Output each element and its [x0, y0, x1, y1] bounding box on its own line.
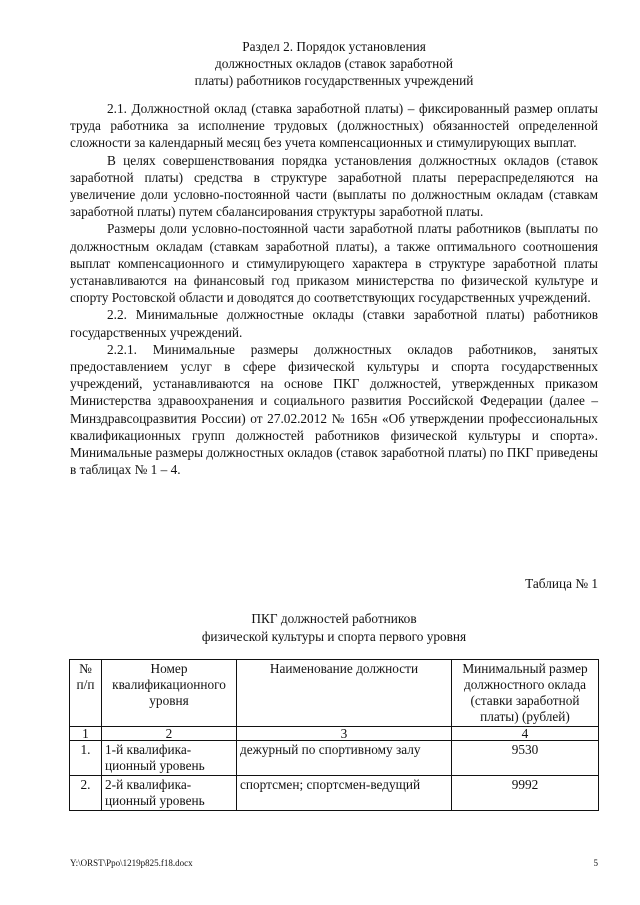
table-row	[70, 741, 599, 776]
document-body	[70, 100, 598, 478]
column-number: 1	[70, 727, 102, 741]
row-position: спортсмен; спортсмен-ведущий	[237, 776, 452, 811]
paragraph-2-1: 2.1. Должностной оклад (ставка заработной платы) – фиксированный размер оплаты труда работника за исполнение трудовых (должностных) обязанностей определенной сложности за календарный месяц без учета компенсационных и стимулирующих выплат.	[70, 101, 598, 151]
row-position: дежурный по спортивному залу	[237, 741, 452, 776]
section-heading	[70, 38, 598, 89]
header-num: № п/п	[70, 660, 102, 727]
header-salary: Минимальный размер должностного оклада (ставки заработной платы) (рублей)	[452, 660, 599, 727]
column-number: 4	[452, 727, 599, 741]
file-path: Y:\ORST\Ppo\1219p825.f18.docx	[70, 858, 193, 868]
table-caption	[70, 610, 598, 646]
paragraph-share-sizes: Размеры доли условно-постоянной части заработной платы работников (выплаты по должностным окладам (ставкам заработной платы), а также оптимального соотношения выплат компенсационного и стимулирующего характера в структуре заработной платы устанавливаются на финансовый год приказом министерства по физической культуре и спорту Ростовской области и доводятся до соответствующих государственных учреждений.	[70, 221, 598, 306]
row-salary: 9992	[452, 776, 599, 811]
table-header-row	[70, 660, 599, 727]
paragraph-improvement: В целях совершенствования порядка установления должностных окладов (ставок заработной платы) средства в структуре заработной платы перераспределяются на увеличение доли условно-постоянной части (выплаты по должностным окладам (ставкам заработной платы) путем сбалансирования структуры заработной платы.	[70, 152, 598, 220]
column-number: 3	[237, 727, 452, 741]
table-label: Таблица № 1	[525, 576, 598, 591]
row-num: 2.	[70, 776, 102, 811]
heading-line: платы) работников государственных учреждений	[194, 73, 474, 88]
row-level: 1-й квалифика-ционный уровень	[102, 741, 237, 776]
table-caption-line: ПКГ должностей работников	[251, 611, 417, 626]
paragraph-2-2: 2.2. Минимальные должностные оклады (ставки заработной платы) работников государственных учреждений.	[70, 307, 598, 340]
salary-table	[69, 659, 599, 811]
table-row	[70, 776, 599, 811]
column-number: 2	[102, 727, 237, 741]
heading-line: Раздел 2. Порядок установления	[242, 39, 426, 54]
column-number-row	[70, 727, 599, 741]
row-level: 2-й квалифика-ционный уровень	[102, 776, 237, 811]
row-salary: 9530	[452, 741, 599, 776]
page-number: 5	[593, 858, 598, 868]
table-caption-line: физической культуры и спорта первого уровня	[201, 629, 467, 644]
row-num: 1.	[70, 741, 102, 776]
heading-line: должностных окладов (ставок заработной	[214, 56, 453, 71]
header-position: Наименование должности	[237, 660, 452, 727]
header-level: Номер квалификационного уровня	[102, 660, 237, 727]
paragraph-2-2-1: 2.2.1. Минимальные размеры должностных окладов работников, занятых предоставлением услуг в сфере физической культуры и спорта государственных учреждений, устанавливаются на основе ПКГ должностей, утвержденных приказом Министерства здравоохранения и социального развития Российской Федерации (далее – Минздравсоцразвития России) от 27.02.2012 № 165н «Об утверждении профессиональных квалификационных групп должностей работников физической культуры и спорта». Минимальные размеры должностных окладов (ставок заработной платы) по ПКГ приведены в таблицах № 1 – 4.	[70, 341, 598, 478]
